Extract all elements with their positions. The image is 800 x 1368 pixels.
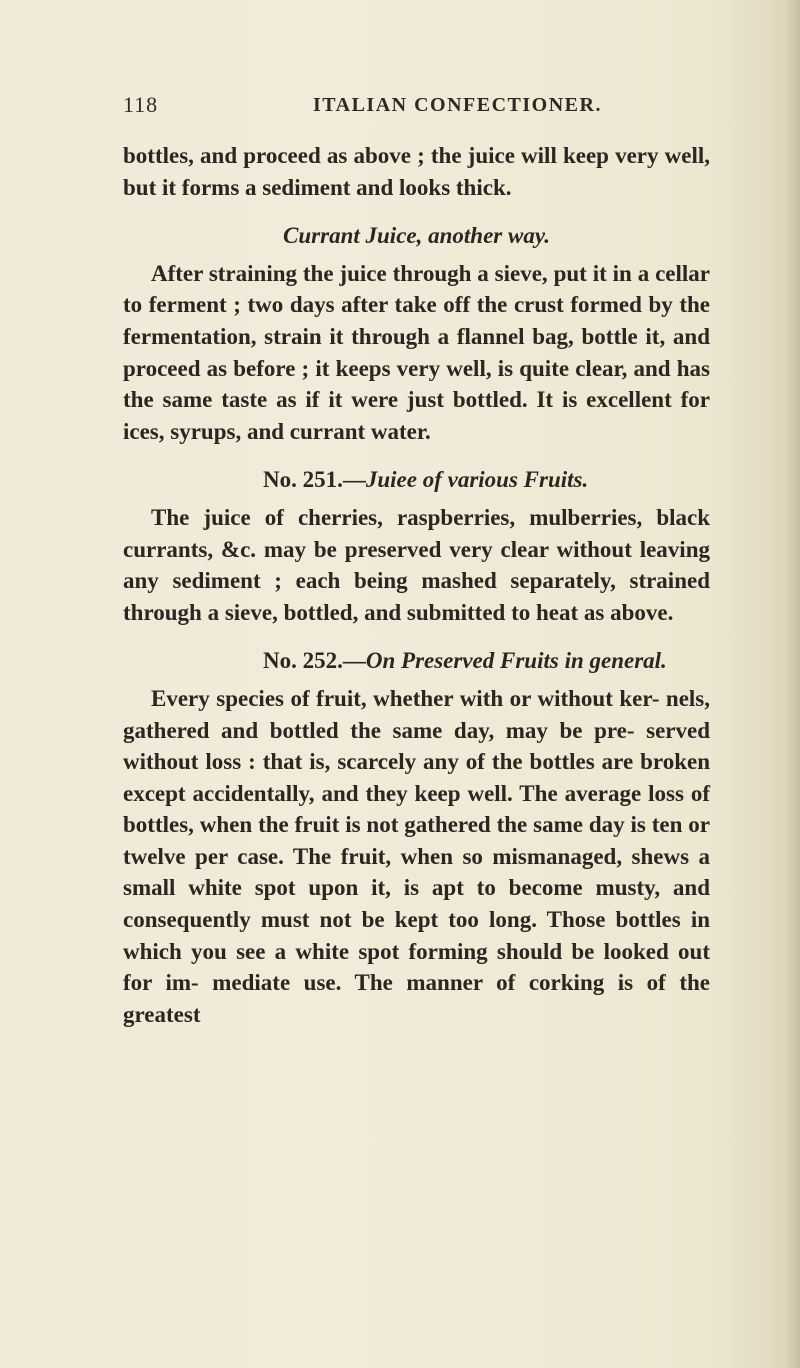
paragraph-continued: bottles, and proceed as above ; the juice will keep very well, but it forms a sediment and looks thick.	[123, 143, 710, 200]
section-heading-currant-juice	[123, 220, 710, 252]
section-heading-251	[123, 464, 710, 496]
heading-title: Juiee of various Fruits.	[365, 467, 589, 493]
paragraph-various-fruits: The juice of cherries, raspberries, mulberries, black currants, &c. may be preserved very clear without leaving any sediment ; each being mashed separately, strained through a sieve, bottled, and submitted to heat as above.	[123, 504, 710, 625]
paragraph-currant-juice: After straining the juice through a sieve, put it in a cellar to ferment ; two days after take off the crust formed by the fermentation, strain it through a flannel bag, bottle it, and proceed as before ; it keeps very well, is quite clear, and has the same taste as if it were just bottled. It is excellent for ices, syrups, and currant water.	[123, 260, 710, 444]
page-number: 118	[123, 92, 159, 117]
heading-number: No. 251.—	[263, 467, 366, 493]
paragraph-preserved-fruits: Every species of fruit, whether with or without ker- nels, gathered and bottled the same day, may be pre- served without loss : that is, scarcely any of the bottles are broken except accidentally, and they keep well. The average loss of bottles, when the fruit is not gathered the same day is ten or twelve per case. The fruit, when so mismanaged, shews a small white spot upon it, is apt to become musty, and consequently must not be kept too long. Those bottles in which you see a white spot forming should be looked out for im- mediate use. The manner of corking is of the greatest	[123, 685, 710, 1027]
page-edge-shadow	[786, 0, 800, 1368]
page-header	[123, 92, 723, 122]
body-text	[123, 140, 710, 1030]
section-heading-252	[123, 645, 710, 677]
heading-title: Currant Juice, another way.	[283, 223, 550, 249]
heading-title: On Preserved Fruits in general.	[365, 648, 667, 674]
running-head: ITALIAN CONFECTIONER.	[313, 94, 602, 116]
heading-number: No. 252.—	[263, 648, 366, 674]
